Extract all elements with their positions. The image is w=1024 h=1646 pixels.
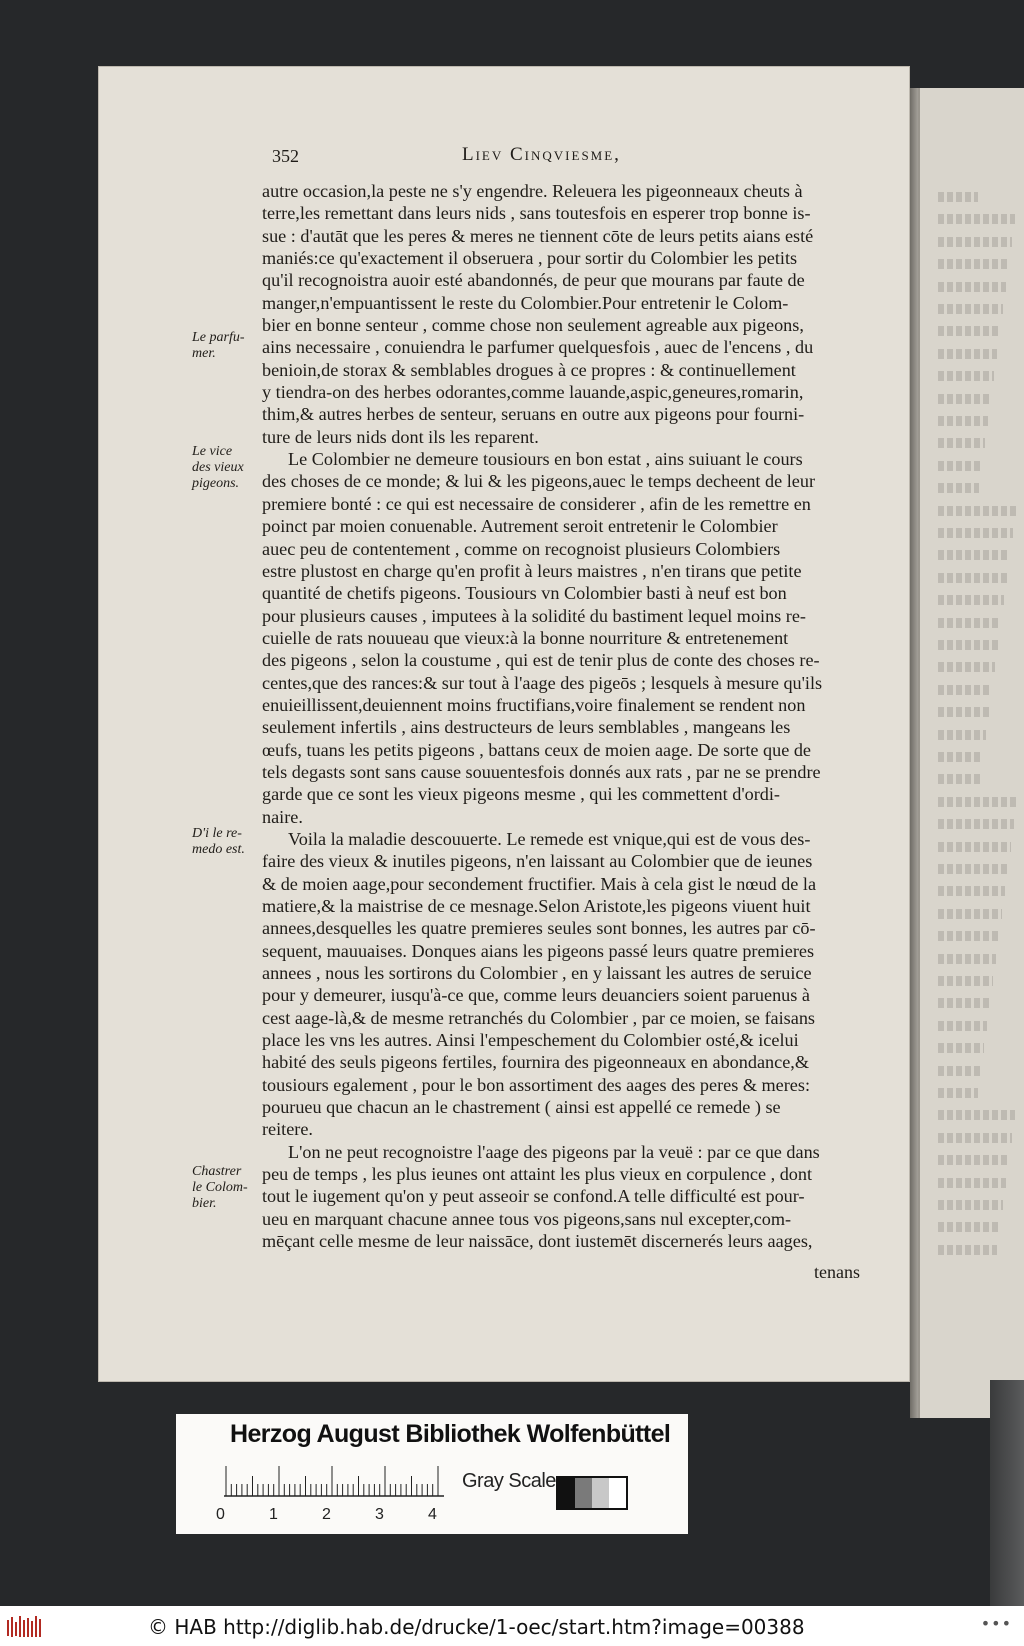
text-line: pour y demeurer, iusqu'à-ce que, comme leurs deuanciers soient paruenus à [262,985,810,1006]
text-line: tousiours egalement , pour le bon assortiment des aages des peres & meres: [262,1074,811,1095]
facing-page-text-trace [938,730,986,740]
facing-page-text-trace [938,349,997,359]
facing-page-text-trace [938,1155,1009,1165]
facing-page-text-trace [938,752,983,762]
scale-tick-label: 2 [322,1506,331,1523]
body-text [262,180,888,1253]
text-line: annees , nous les sortirons du Colombier , en y laissant les autres de seruice [262,963,812,984]
facing-page-text-trace [938,774,980,784]
facing-page-text-trace [938,528,1013,538]
text-line: faire des vieux & inutiles pigeons, n'en laissant au Colombier que de ieunes [262,851,813,872]
text-line: annees,desquelles les quatre premieres seules sont bonnes, les autres par cō- [262,918,816,939]
text-line: peu de temps , les plus ieunes ont attaint les plus vieux en corpulence , dont [262,1164,813,1185]
facing-page-text-trace [938,1200,1003,1210]
facing-page-text-trace [938,461,982,471]
text-line: Voila la maladie descouuerte. Le remede est vnique,qui est de vous des- [288,828,811,849]
text-line: ains necessaire , conuiendra le parfumer quelquesfois , auec de l'encens , du [262,337,814,358]
text-line: premiere bonté : ce qui est necessaire de considerer , afin de les remettre en [262,493,811,514]
text-line: terre,les remettant dans leurs nids , sans toutesfois en esperer trop bonne is- [262,203,811,224]
text-line: des pigeons , selon la coustume , qui est de tenir plus de conte des choses re- [262,650,820,671]
facing-page-text-trace [938,438,985,448]
text-line: poinct par moien conuenable. Autrement seroit entretenir le Colombier [262,516,778,537]
facing-page-text-trace [938,662,995,672]
facing-page-text-trace [938,1110,1015,1120]
facing-page-text-trace [938,573,1007,583]
page-header [272,144,812,172]
facing-page-text-trace [938,954,996,964]
facing-page-text-trace [938,595,1004,605]
facing-page-text-trace [938,1178,1006,1188]
facing-page-text-trace [938,192,978,202]
scale-tick-label: 0 [216,1506,225,1523]
text-line: sequent, mauuaises. Donques aians les pigeons passé leurs quatre premieres [262,940,815,961]
running-head: Liev Cinqviesme, [462,144,621,165]
text-line: L'on ne peut recognoistre l'aage des pigeons par la veuë : par ce que dans [288,1141,820,1162]
gray-scale-label: Gray Scale [462,1470,556,1492]
hab-logo-icon [6,1614,46,1640]
facing-page-text-trace [938,371,994,381]
margin-note [192,1164,262,1212]
facing-page-text-trace [938,1222,1000,1232]
text-line: autre occasion,la peste ne s'y engendre. Releuera les pigeonneaux cheuts à [262,181,803,201]
text-line: cuielle de rats nouueau que vieux:à la bonne nourriture & entretenement [262,627,789,648]
facing-page-text-trace [938,282,1006,292]
scale-tick-label: 4 [428,1506,437,1523]
text-line: Le Colombier ne demeure tousiours en bon estat , ains suiuant le cours [288,449,803,470]
text-line: mēçant celle mesme de leur naissāce, dont iustemēt discernerés leurs aages, [262,1231,813,1252]
facing-page-text-trace [938,550,1010,560]
book-spine-edge [990,1380,1024,1606]
facing-page-text-trace [938,483,979,493]
catchword: tenans [814,1262,860,1282]
margin-note-line: D'i le re- [192,826,242,841]
text-line: tout le iugement qu'on y peut asseoir se confond.A telle difficulté est pour- [262,1186,805,1207]
text-line: bier en bonne senteur , comme chose non seulement agreable aux pigeons, [262,315,804,336]
facing-page-text-trace [938,416,988,426]
facing-page-text-trace [938,886,1005,896]
facing-page-text-trace [938,1088,978,1098]
library-name: Herzog August Bibliothek Wolfenbüttel [230,1420,671,1448]
text-line: enuieillissent,deuiennent moins fructifians,voire finalement se rendent non [262,694,806,715]
margin-note [192,826,262,858]
facing-page-text-trace [938,797,1017,807]
library-scale-card [176,1414,688,1534]
facing-page-text-trace [938,259,1009,269]
text-line: habité des seuls pigeons fertiles, fournira des pigeonneaux en abondance,& [262,1052,809,1073]
page-number: 352 [272,146,299,166]
facing-page-text-trace [938,864,1008,874]
facing-page-text-trace [938,842,1011,852]
ruler-scale [224,1462,454,1502]
facing-page-text-trace [938,707,989,717]
facing-page-text-trace [938,998,990,1008]
footer-bar [0,1606,1024,1646]
text-line: pour plusieurs causes , imputees à la solidité du bastiment lequel moins re- [262,605,806,626]
facing-page-text-trace [938,909,1002,919]
facing-page-text-trace [938,326,1000,336]
text-line: pourueu que chacun an le chastrement ( ainsi est appellé ce remede ) se [262,1097,781,1118]
text-line: benioin,de storax & semblables drogues à ce propres : & continuellement [262,359,796,380]
facing-page-text-trace [938,214,1015,224]
margin-note [192,330,262,362]
text-line: ture de leurs nids dont ils les reparent. [262,426,539,447]
margin-note-line: pigeons. [192,476,240,491]
facing-page-edge [918,88,1024,1418]
facing-page-text-trace [938,976,993,986]
text-line: auec peu de contentement , comme on recognoist plusieurs Colombiers [262,538,781,559]
text-line: sue : d'autāt que les peres & meres ne tiennent cōte de leurs petits aians esté [262,225,814,246]
facing-page-text-trace [938,1043,984,1053]
facing-page-text-trace [938,1021,987,1031]
text-line: y tiendra-on des herbes odorantes,comme lauande,aspic,geneures,romarin, [262,382,804,403]
text-line: matiere,& la maistrise de ce mesnage.Selon Aristote,les pigeons viuent huit [262,896,811,916]
text-line: reitere. [262,1119,313,1140]
book-page [98,66,910,1382]
margin-note-line: Le vice [192,444,233,459]
margin-note-line: bier. [192,1196,217,1211]
facing-page-text-trace [938,506,1016,516]
facing-page-text-trace [938,685,992,695]
text-line: œufs, tuans les petits pigeons , battans ceux de moien aage. De sorte que de [262,739,812,760]
facing-page-text-trace [938,618,1001,628]
gray-scale-swatches [556,1476,628,1510]
text-line: qu'il recognoistra auoir esté abandonnés, de peur que mourans par faute de [262,270,805,291]
text-line: des choses de ce monde; & lui & les pigeons,auec le temps decheent de leur [262,471,816,492]
facing-page-text-trace [938,237,1012,247]
text-line: & de moien aage,pour secondement fructifier. Mais à cela gist le nœud de la [262,873,817,894]
text-line: maniés:ce qu'exactement il obseruera , pour sortir du Colombier les petits [262,248,798,269]
text-line: thim,& autres herbes de senteur, seruans en outre aux pigeons pour fourni- [262,404,805,425]
text-line: ueu en marquant chacune annee tous vos pigeons,sans nul excepter,com- [262,1208,792,1229]
text-line: seulement infertils , ains destructeurs de leurs semblables , mangeans les [262,717,791,738]
margin-note-line: Chastrer [192,1164,242,1179]
margin-note-line: medo est. [192,842,245,857]
facing-page-text-trace [938,640,998,650]
scale-tick-label: 1 [269,1506,278,1523]
text-line: centes,que des rances:& sur tout à l'aage des pigeōs ; lesquels à mesure qu'ils [262,672,823,693]
text-line: garde que ce sont les vieux pigeons mesme , qui les commettent d'ordi- [262,784,780,805]
text-line: naire. [262,806,303,827]
facing-page-text-trace [938,394,991,404]
facing-page-text-trace [938,1245,997,1255]
margin-note-line: le Colom- [192,1180,248,1195]
more-options-icon[interactable]: ••• [980,1614,1012,1633]
facing-page-text-trace [938,304,1003,314]
facing-page-text-trace [938,1133,1012,1143]
margin-note-line: Le parfu- [192,330,245,345]
text-line: estre plustost en charge qu'en profit à leurs maistres , n'en tirans que petite [262,560,802,581]
facing-page-text-trace [938,1066,981,1076]
text-line: cest aage-là,& de mesme retranchés du Colombier , par ce moien, se faisans [262,1007,815,1028]
facing-page-text-trace [938,931,999,941]
facing-page-text-trace [938,819,1014,829]
margin-note [192,444,262,492]
scale-tick-label: 3 [375,1506,384,1523]
text-line: quantité de chetifs pigeons. Tousiours vn Colombier basti à neuf est bon [262,583,787,604]
text-line: place les vns les autres. Ainsi l'empeschement du Colombier osté,& icelui [262,1030,799,1051]
text-line: tels degasts sont sans cause souuentesfois donnés aux rats , par ne se prendre [262,761,821,782]
margin-note-line: mer. [192,346,216,361]
margin-note-line: des vieux [192,460,244,475]
text-line: manger,n'empuantissent le reste du Colombier.Pour entretenir le Colom- [262,292,789,313]
source-url[interactable]: © HAB http://diglib.hab.de/drucke/1-oec/start.htm?image=00388 [148,1615,805,1639]
